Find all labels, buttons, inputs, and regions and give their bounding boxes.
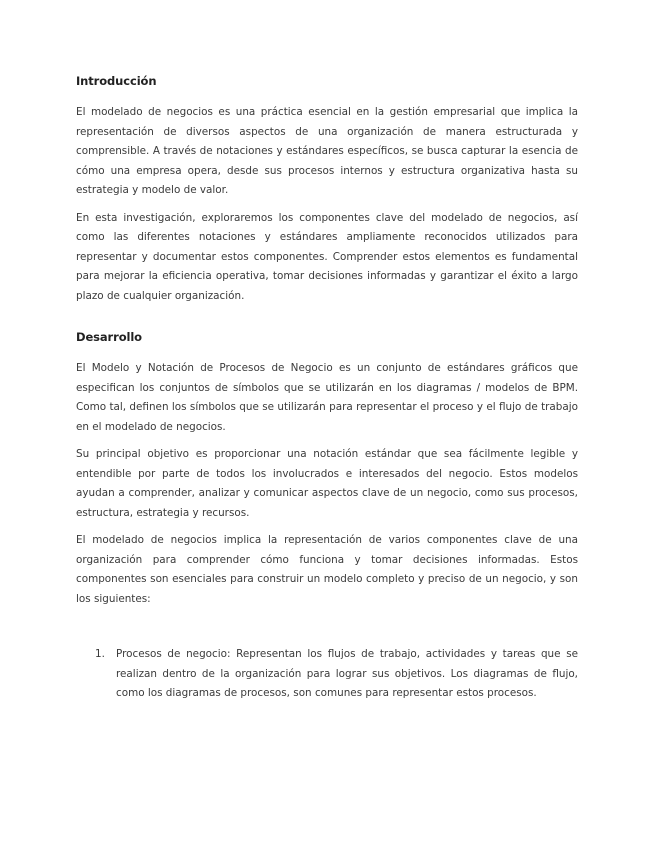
- desarrollo-paragraph-3: El modelado de negocios implica la representación de varios componentes clave de una organización para comprender cómo funciona y tomar decisiones informadas. Estos componentes son esenciales para construir un modelo completo y preciso de un negocio, y son los siguientes:: [76, 534, 578, 605]
- document-page: [76, 74, 578, 704]
- desarrollo-paragraph-2: Su principal objetivo es proporcionar una notación estándar que sea fácilmente legible y entendible por parte de todos los involucrados e interesados del negocio. Estos modelos ayudan a comprender, analizar y comunicar aspectos clave de un negocio, como sus procesos, estructura, estrategia y recursos.: [76, 448, 578, 519]
- section-title-desarrollo: Desarrollo: [76, 330, 142, 344]
- components-list: [76, 645, 578, 704]
- intro-paragraph-1: El modelado de negocios es una práctica esencial en la gestión empresarial que implica la representación de diversos aspectos de una organización de manera estructurada y comprensible. A través de notaciones y estándares específicos, se busca capturar la esencia de cómo una empresa opera, desde sus procesos internos y estructura organizativa hasta su estrategia y modelo de valor.: [76, 106, 578, 196]
- desarrollo-paragraph-1: El Modelo y Notación de Procesos de Negocio es un conjunto de estándares gráficos que especifican los conjuntos de símbolos que se utilizarán en los diagramas / modelos de BPM. Como tal, definen los símbolos que se utilizarán para representar el proceso y el flujo de trabajo en el modelado de negocios.: [76, 362, 578, 433]
- intro-paragraph-2: En esta investigación, exploraremos los componentes clave del modelado de negocios, así como las diferentes notaciones y estándares ampliamente reconocidos utilizados para representar y documentar estos componentes. Comprender estos elementos es fundamental para mejorar la eficiencia operativa, tomar decisiones informadas y garantizar el éxito a largo plazo de cualquier organización.: [76, 211, 578, 302]
- list-item-text: Procesos de negocio: Representan los flujos de trabajo, actividades y tareas que se realizan dentro de la organización para lograr sus objetivos. Los diagramas de flujo, como los diagramas de procesos, son comunes para representar estos procesos.: [116, 648, 578, 699]
- list-item-number: 1.: [95, 648, 105, 660]
- section-spacer: [76, 314, 578, 330]
- section-title-introduccion: Introducción: [76, 74, 157, 88]
- list-item: [76, 645, 578, 704]
